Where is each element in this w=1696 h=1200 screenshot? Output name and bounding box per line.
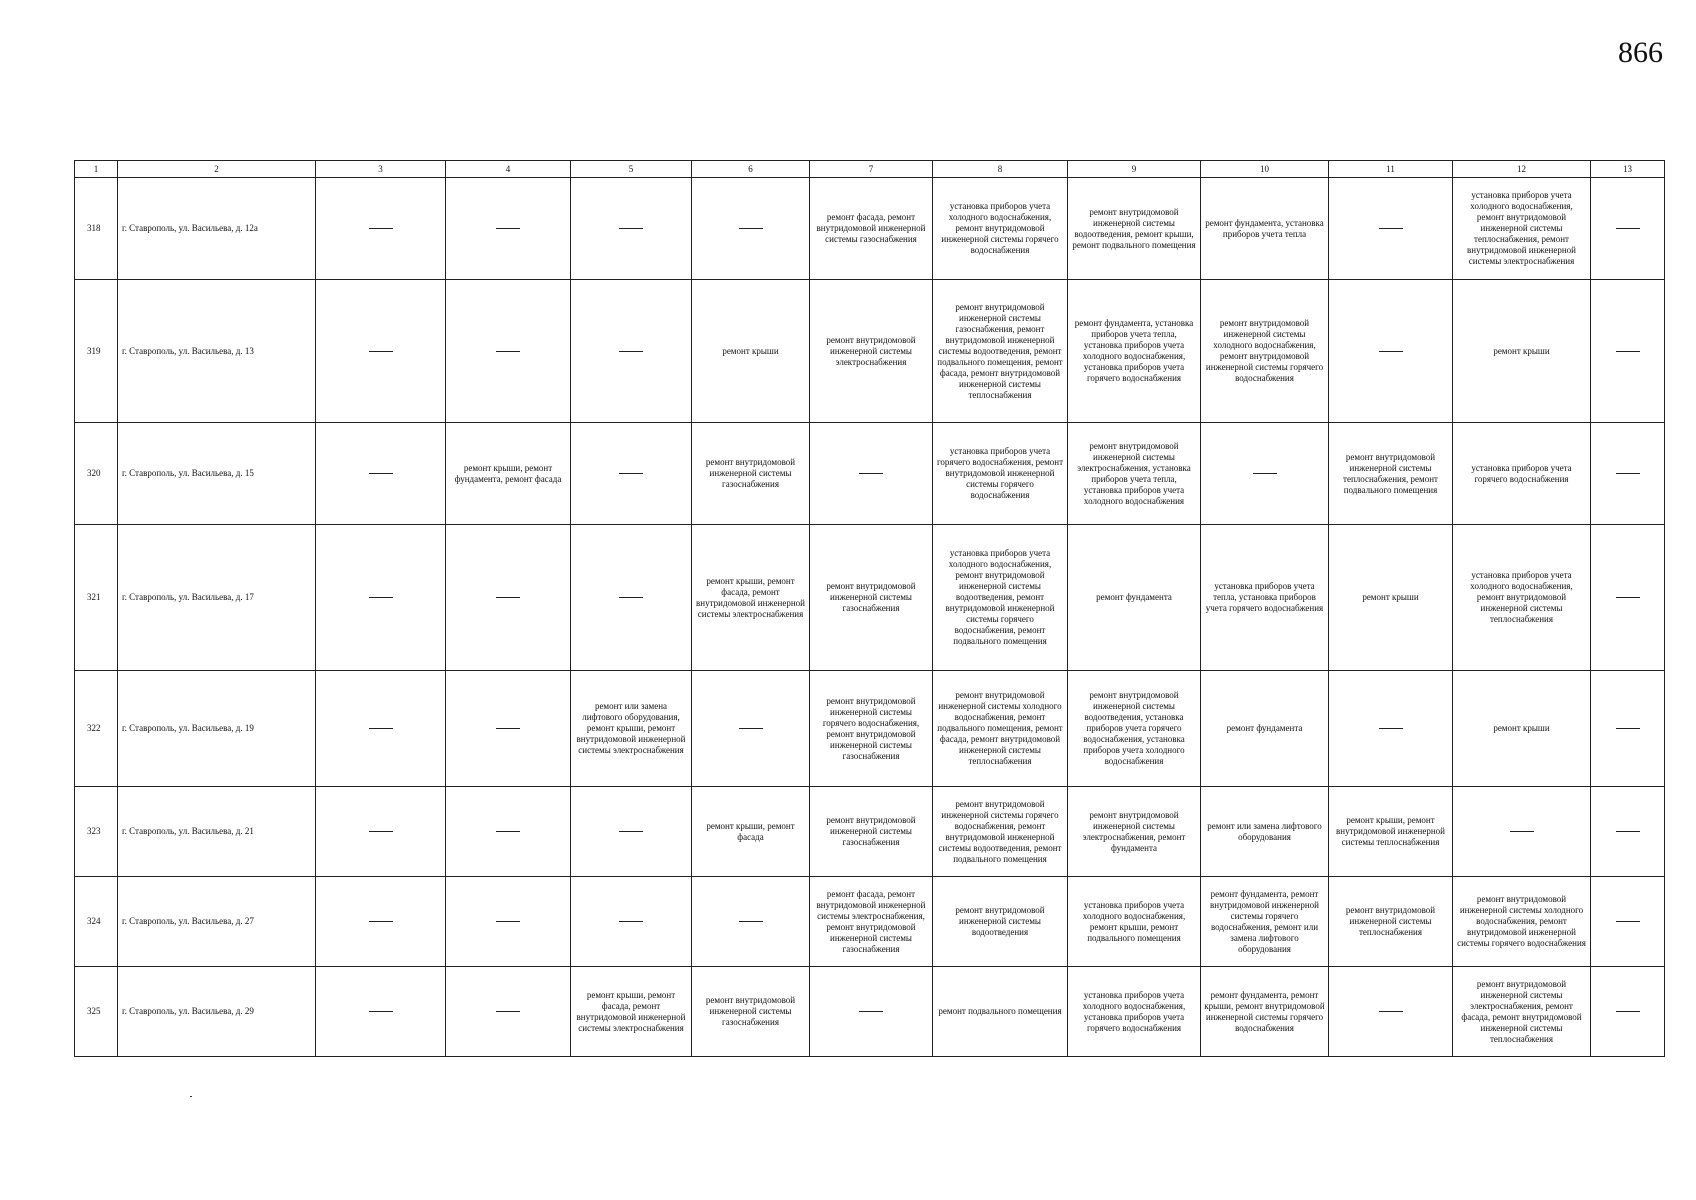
dash-mark <box>619 597 643 598</box>
empty-cell <box>1329 178 1453 280</box>
empty-cell <box>571 525 692 671</box>
header-cell: 6 <box>692 161 810 178</box>
header-cell: 7 <box>810 161 933 178</box>
empty-cell <box>316 967 446 1057</box>
header-cell: 3 <box>316 161 446 178</box>
dash-mark <box>496 351 520 352</box>
work-cell: ремонт подвального помещения <box>933 967 1068 1057</box>
dash-mark <box>739 728 763 729</box>
work-cell: ремонт внутридомовой инженерной системы газоснабжения, ремонт внутридомовой инженерной системы водоотведения, ремонт подвального помещения, ремонт фасада, ремонт внутридомовой инженерной системы теплоснабжения <box>933 280 1068 423</box>
work-cell: ремонт крыши <box>1453 671 1591 787</box>
work-cell: ремонт внутридомовой инженерной системы газоснабжения <box>810 525 933 671</box>
dash-mark <box>496 831 520 832</box>
capital-repair-table <box>74 160 1665 1057</box>
work-cell: ремонт крыши, ремонт фасада <box>692 787 810 877</box>
work-cell: установка приборов учета холодного водоснабжения, ремонт внутридомовой инженерной системы теплоснабжения <box>1453 525 1591 671</box>
work-cell: ремонт внутридомовой инженерной системы газоснабжения <box>692 423 810 525</box>
dash-mark <box>739 921 763 922</box>
work-cell: установка приборов учета горячего водоснабжения <box>1453 423 1591 525</box>
dash-mark <box>859 473 883 474</box>
address-cell: г. Ставрополь, ул. Васильева, д. 19 <box>118 671 316 787</box>
dash-mark <box>1616 473 1640 474</box>
address-cell: г. Ставрополь, ул. Васильева, д. 15 <box>118 423 316 525</box>
header-row <box>75 161 1665 178</box>
dash-mark <box>369 728 393 729</box>
empty-cell <box>810 967 933 1057</box>
table-row <box>75 967 1665 1057</box>
address-cell: г. Ставрополь, ул. Васильева, д. 12а <box>118 178 316 280</box>
work-cell: установка приборов учета горячего водоснабжения, ремонт внутридомовой инженерной системы горячего водоснабжения <box>933 423 1068 525</box>
empty-cell <box>316 671 446 787</box>
dash-mark <box>369 921 393 922</box>
header-cell: 13 <box>1591 161 1665 178</box>
dash-mark <box>496 728 520 729</box>
work-cell: ремонт внутридомовой инженерной системы электроснабжения <box>810 280 933 423</box>
work-cell: ремонт внутридомовой инженерной системы холодного водоснабжения, ремонт подвального помещения, ремонт фасада, ремонт внутридомовой инженерной системы теплоснабжения <box>933 671 1068 787</box>
dash-mark <box>1379 351 1403 352</box>
work-cell: установка приборов учета холодного водоснабжения, ремонт внутридомовой инженерной системы водоотведения, ремонт внутридомовой инженерной системы горячего водоснабжения, ремонт подвального помещения <box>933 525 1068 671</box>
row-number: 321 <box>75 525 118 671</box>
header-cell: 10 <box>1201 161 1329 178</box>
empty-cell <box>316 525 446 671</box>
row-number: 319 <box>75 280 118 423</box>
empty-cell <box>1329 280 1453 423</box>
work-cell: установка приборов учета холодного водоснабжения, ремонт внутридомовой инженерной системы горячего водоснабжения <box>933 178 1068 280</box>
dash-mark <box>369 1011 393 1012</box>
empty-cell <box>446 525 571 671</box>
dash-mark <box>1616 921 1640 922</box>
dash-mark <box>496 228 520 229</box>
header-cell: 1 <box>75 161 118 178</box>
empty-cell <box>446 671 571 787</box>
header-cell: 11 <box>1329 161 1453 178</box>
empty-cell <box>1591 280 1665 423</box>
dash-mark <box>496 1011 520 1012</box>
dash-mark <box>1379 1011 1403 1012</box>
work-cell: ремонт или замена лифтового оборудования <box>1201 787 1329 877</box>
row-number: 320 <box>75 423 118 525</box>
row-number: 325 <box>75 967 118 1057</box>
work-cell: ремонт крыши, ремонт фасада, ремонт внутридомовой инженерной системы электроснабжения <box>571 967 692 1057</box>
empty-cell <box>1201 423 1329 525</box>
work-cell: ремонт фасада, ремонт внутридомовой инженерной системы газоснабжения <box>810 178 933 280</box>
work-cell: ремонт или замена лифтового оборудования, ремонт крыши, ремонт внутридомовой инженерной системы электроснабжения <box>571 671 692 787</box>
table-row <box>75 525 1665 671</box>
work-cell: ремонт внутридомовой инженерной системы водоотведения, ремонт крыши, ремонт подвального помещения <box>1068 178 1201 280</box>
dash-mark <box>859 1011 883 1012</box>
empty-cell <box>316 787 446 877</box>
dash-mark <box>1379 228 1403 229</box>
empty-cell <box>571 178 692 280</box>
dash-mark <box>739 228 763 229</box>
work-cell: ремонт крыши, ремонт фасада, ремонт внутридомовой инженерной системы электроснабжения <box>692 525 810 671</box>
address-cell: г. Ставрополь, ул. Васильева, д. 29 <box>118 967 316 1057</box>
dash-mark <box>619 351 643 352</box>
row-number: 318 <box>75 178 118 280</box>
empty-cell <box>1329 671 1453 787</box>
header-cell: 4 <box>446 161 571 178</box>
dash-mark <box>1616 1011 1640 1012</box>
empty-cell <box>446 178 571 280</box>
row-number: 324 <box>75 877 118 967</box>
row-number: 322 <box>75 671 118 787</box>
table-row <box>75 178 1665 280</box>
work-cell: ремонт крыши, ремонт фундамента, ремонт фасада <box>446 423 571 525</box>
work-cell: ремонт крыши <box>1453 280 1591 423</box>
empty-cell <box>1591 525 1665 671</box>
address-cell: г. Ставрополь, ул. Васильева, д. 21 <box>118 787 316 877</box>
dash-mark <box>619 473 643 474</box>
work-cell: ремонт внутридомовой инженерной системы электроснабжения, установка приборов учета тепла, установка приборов учета холодного водоснабжения <box>1068 423 1201 525</box>
header-cell: 2 <box>118 161 316 178</box>
empty-cell <box>446 967 571 1057</box>
empty-cell <box>1591 671 1665 787</box>
empty-cell <box>316 877 446 967</box>
work-cell: ремонт фундамента, установка приборов учета тепла, установка приборов учета холодного водоснабжения, установка приборов учета горячего водоснабжения <box>1068 280 1201 423</box>
address-cell: г. Ставрополь, ул. Васильева, д. 13 <box>118 280 316 423</box>
dash-mark <box>496 597 520 598</box>
dash-mark <box>1253 473 1277 474</box>
work-cell: ремонт внутридомовой инженерной системы холодного водоснабжения, ремонт внутридомовой инженерной системы горячего водоснабжения <box>1453 877 1591 967</box>
work-cell: ремонт внутридомовой инженерной системы электроснабжения, ремонт фасада, ремонт внутридомовой инженерной системы теплоснабжения <box>1453 967 1591 1057</box>
header-cell: 12 <box>1453 161 1591 178</box>
empty-cell <box>1591 787 1665 877</box>
empty-cell <box>692 671 810 787</box>
dash-mark <box>1510 831 1534 832</box>
scan-speck <box>190 1096 192 1097</box>
work-cell: установка приборов учета холодного водоснабжения, установка приборов учета горячего водоснабжения <box>1068 967 1201 1057</box>
row-number: 323 <box>75 787 118 877</box>
work-cell: ремонт внутридомовой инженерной системы холодного водоснабжения, ремонт внутридомовой инженерной системы горячего водоснабжения <box>1201 280 1329 423</box>
empty-cell <box>446 877 571 967</box>
empty-cell <box>316 178 446 280</box>
empty-cell <box>446 787 571 877</box>
work-cell: ремонт фундамента, ремонт внутридомовой инженерной системы горячего водоснабжения, ремонт или замена лифтового оборудования <box>1201 877 1329 967</box>
empty-cell <box>810 423 933 525</box>
work-cell: ремонт фундамента <box>1068 525 1201 671</box>
address-cell: г. Ставрополь, ул. Васильева, д. 17 <box>118 525 316 671</box>
empty-cell <box>316 423 446 525</box>
work-cell: ремонт внутридомовой инженерной системы горячего водоснабжения, ремонт внутридомовой инженерной системы газоснабжения <box>810 671 933 787</box>
dash-mark <box>369 228 393 229</box>
dash-mark <box>1616 831 1640 832</box>
dash-mark <box>619 831 643 832</box>
header-cell: 5 <box>571 161 692 178</box>
work-cell: установка приборов учета тепла, установка приборов учета горячего водоснабжения <box>1201 525 1329 671</box>
work-cell: ремонт внутридомовой инженерной системы газоснабжения <box>692 967 810 1057</box>
table-row <box>75 423 1665 525</box>
dash-mark <box>1616 728 1640 729</box>
empty-cell <box>1591 877 1665 967</box>
dash-mark <box>369 597 393 598</box>
dash-mark <box>1616 351 1640 352</box>
dash-mark <box>369 831 393 832</box>
empty-cell <box>1329 967 1453 1057</box>
empty-cell <box>571 877 692 967</box>
work-cell: ремонт фундамента <box>1201 671 1329 787</box>
page-number: 866 <box>1618 36 1663 69</box>
dash-mark <box>1379 728 1403 729</box>
empty-cell <box>571 787 692 877</box>
table-row <box>75 280 1665 423</box>
work-cell: ремонт внутридомовой инженерной системы теплоснабжения, ремонт подвального помещения <box>1329 423 1453 525</box>
dash-mark <box>1616 228 1640 229</box>
empty-cell <box>316 280 446 423</box>
empty-cell <box>571 423 692 525</box>
empty-cell <box>692 877 810 967</box>
header-cell: 9 <box>1068 161 1201 178</box>
address-cell: г. Ставрополь, ул. Васильева, д. 27 <box>118 877 316 967</box>
work-cell: ремонт внутридомовой инженерной системы водоотведения, установка приборов учета горячего водоснабжения, установка приборов учета холодного водоснабжения <box>1068 671 1201 787</box>
work-cell: установка приборов учета холодного водоснабжения, ремонт внутридомовой инженерной системы теплоснабжения, ремонт внутридомовой инженерной системы электроснабжения <box>1453 178 1591 280</box>
dash-mark <box>1616 597 1640 598</box>
dash-mark <box>619 921 643 922</box>
empty-cell <box>446 280 571 423</box>
work-cell: ремонт фундамента, ремонт крыши, ремонт внутридомовой инженерной системы горячего водоснабжения <box>1201 967 1329 1057</box>
dash-mark <box>369 351 393 352</box>
work-cell: ремонт внутридомовой инженерной системы водоотведения <box>933 877 1068 967</box>
table-row <box>75 787 1665 877</box>
work-cell: ремонт внутридомовой инженерной системы теплоснабжения <box>1329 877 1453 967</box>
dash-mark <box>496 921 520 922</box>
header-cell: 8 <box>933 161 1068 178</box>
work-cell: ремонт внутридомовой инженерной системы газоснабжения <box>810 787 933 877</box>
work-cell: ремонт крыши, ремонт внутридомовой инженерной системы теплоснабжения <box>1329 787 1453 877</box>
work-cell: ремонт внутридомовой инженерной системы электроснабжения, ремонт фундамента <box>1068 787 1201 877</box>
work-cell: ремонт внутридомовой инженерной системы горячего водоснабжения, ремонт внутридомовой инженерной системы водоотведения, ремонт подвального помещения <box>933 787 1068 877</box>
empty-cell <box>1591 423 1665 525</box>
work-cell: ремонт фундамента, установка приборов учета тепла <box>1201 178 1329 280</box>
table-row <box>75 671 1665 787</box>
empty-cell <box>692 178 810 280</box>
empty-cell <box>1453 787 1591 877</box>
work-cell: установка приборов учета холодного водоснабжения, ремонт крыши, ремонт подвального помещения <box>1068 877 1201 967</box>
work-cell: ремонт крыши <box>1329 525 1453 671</box>
empty-cell <box>571 280 692 423</box>
dash-mark <box>369 473 393 474</box>
table-row <box>75 877 1665 967</box>
work-cell: ремонт фасада, ремонт внутридомовой инженерной системы электроснабжения, ремонт внутридомовой инженерной системы газоснабжения <box>810 877 933 967</box>
empty-cell <box>1591 178 1665 280</box>
empty-cell <box>1591 967 1665 1057</box>
work-cell: ремонт крыши <box>692 280 810 423</box>
dash-mark <box>619 228 643 229</box>
